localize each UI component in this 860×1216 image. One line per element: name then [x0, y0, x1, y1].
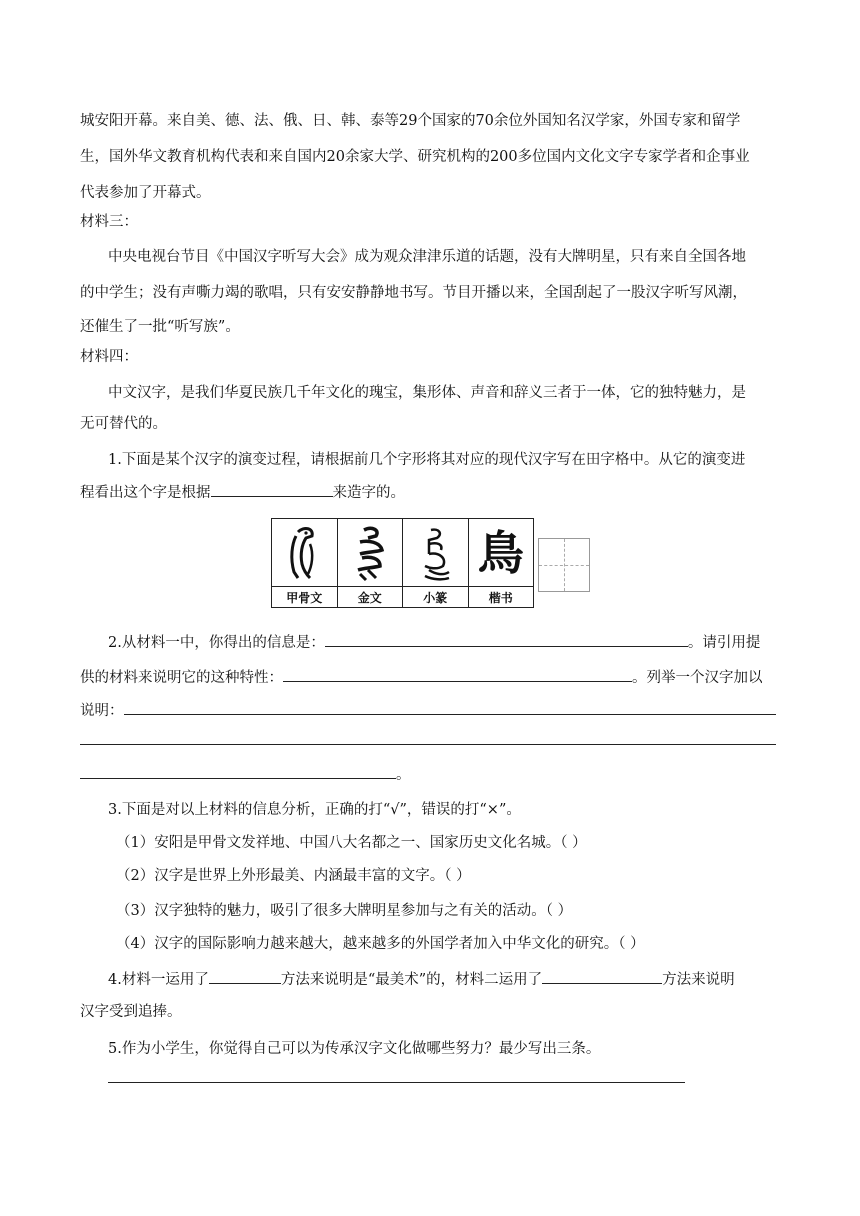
answer-line[interactable]: [80, 744, 776, 745]
judgement-item: （3）汉字独特的魅力，吸引了很多大牌明星参加与之有关的活动。（ ）: [116, 903, 573, 919]
question-1-line: 1.下面是某个汉字的演变过程，请根据前几个字形将其对应的现代汉字写在田字格中。从它的演变进: [108, 452, 746, 468]
question-2-line: [80, 667, 763, 688]
question-text: 方法来说明是“最美术”的，材料二运用了: [280, 972, 543, 988]
evolution-label: 小篆: [423, 590, 448, 605]
small-seal-glyph: [403, 519, 468, 587]
evolution-label: 甲骨文: [286, 590, 323, 605]
evolution-cell: [403, 519, 469, 607]
answer-blank[interactable]: [325, 632, 688, 647]
question-1-line: [80, 482, 405, 503]
question-text: 方法来说明: [662, 972, 735, 988]
question-5-line: 5.作为小学生，你觉得自己可以为传承汉字文化做哪些努力？最少写出三条。: [108, 1041, 601, 1057]
evolution-cell: [272, 519, 338, 607]
answer-blank[interactable]: [542, 969, 662, 984]
evolution-cell: [469, 519, 534, 607]
question-text: 。列举一个汉字加以: [632, 670, 763, 686]
material-4-heading: 材料四：: [80, 349, 138, 365]
judgement-item: （4）汉字的国际影响力越来越大，越来越多的外国学者加入中华文化的研究。（ ）: [116, 936, 645, 952]
question-4-line: [108, 969, 735, 990]
question-2-line: [80, 764, 411, 785]
judgement-item: （2）汉字是世界上外形最美、内涵最丰富的文字。（ ）: [116, 868, 471, 884]
tianzige-answer-box[interactable]: [538, 538, 590, 592]
bronze-script-bird-icon: [346, 524, 394, 582]
question-text: 说明：: [80, 703, 124, 719]
question-text: 来造字的。: [332, 485, 405, 501]
evolution-cell: [338, 519, 404, 607]
question-text: 4.材料一运用了: [108, 972, 209, 988]
question-4-line: 汉字受到追捧。: [80, 1004, 182, 1020]
material-3-heading: 材料三：: [80, 214, 138, 230]
answer-blank[interactable]: [211, 482, 333, 497]
question-text: 。请引用提: [687, 635, 761, 651]
small-seal-bird-icon: [411, 524, 459, 582]
paragraph-line: 中央电视台节目《中国汉字听写大会》成为观众津津乐道的话题，没有大牌明星，只有来自全国各地: [108, 249, 746, 265]
paragraph-line: 无可替代的。: [80, 416, 167, 432]
paragraph-line: 生，国外华文教育机构代表和来自国内20余家大学、研究机构的200多位国内文化文字专家学者和企事业: [80, 149, 750, 165]
question-2-line: [108, 632, 760, 653]
character-evolution-table: [271, 518, 534, 608]
question-2-line: [80, 700, 776, 721]
paragraph-line: 代表参加了开幕式。: [80, 185, 211, 201]
bronze-script-glyph: [338, 519, 403, 587]
paragraph-line: 中文汉字，是我们华夏民族几千年文化的瑰宝，集形体、声音和辞义三者于一体，它的独特魅力，是: [108, 385, 746, 401]
question-text: 。: [396, 767, 411, 783]
answer-blank[interactable]: [283, 667, 632, 682]
oracle-bone-glyph: [272, 519, 337, 587]
regular-script-glyph: [469, 519, 534, 587]
grid-guide-vertical: [564, 539, 565, 591]
question-text: 2.从材料一中，你得出的信息是：: [108, 635, 325, 651]
answer-blank[interactable]: [209, 969, 281, 984]
answer-line[interactable]: [108, 1082, 685, 1083]
question-3-stem: 3.下面是对以上材料的信息分析，正确的打“√”，错误的打“×”。: [108, 802, 521, 818]
question-text: 供的材料来说明它的这种特性：: [80, 670, 283, 686]
evolution-label: 楷书: [488, 590, 513, 605]
oracle-bone-bird-icon: [280, 524, 328, 582]
paragraph-line: 的中学生；没有声嘶力竭的歌唱，只有安安静静地书写。节目开播以来，全国刮起了一股汉字听写风潮，: [80, 285, 747, 301]
paragraph-line: 还催生了一批“听写族”。: [80, 319, 240, 335]
answer-blank[interactable]: [80, 764, 396, 779]
evolution-label: 金文: [357, 590, 382, 605]
question-text: 程看出这个字是根据: [80, 485, 211, 501]
answer-blank[interactable]: [124, 700, 776, 715]
paragraph-line: 城安阳开幕。来自美、德、法、俄、日、韩、泰等29个国家的70余位外国知名汉学家，外国专家和留学: [80, 113, 741, 129]
regular-script-char: 鳥: [477, 525, 524, 580]
judgement-item: （1）安阳是甲骨文发祥地、中国八大名都之一、国家历史文化名城。（ ）: [116, 835, 587, 851]
